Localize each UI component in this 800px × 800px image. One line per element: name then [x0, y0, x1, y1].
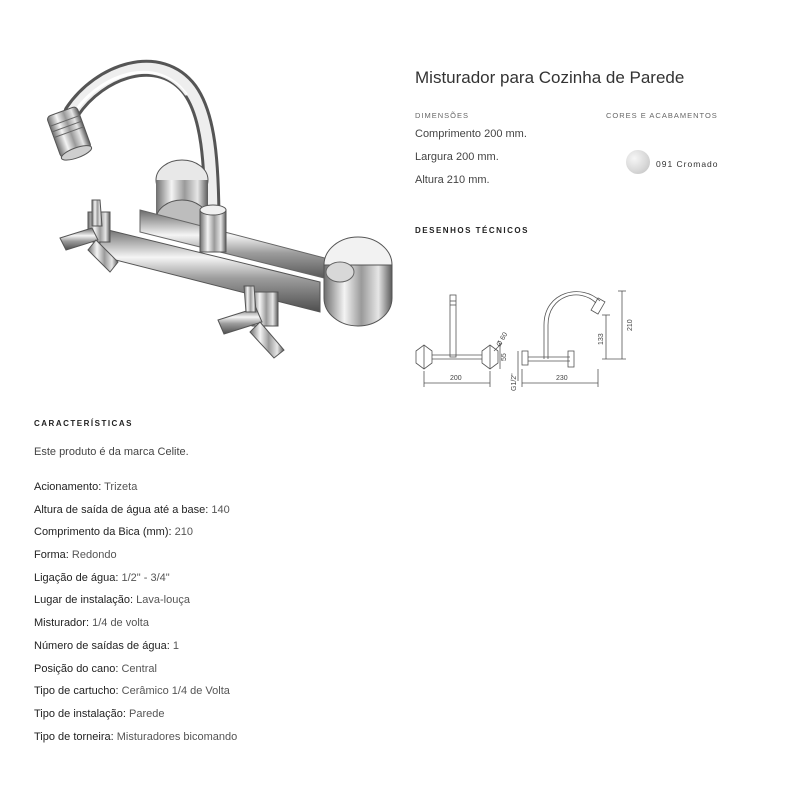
dimensions-list	[415, 128, 527, 197]
spec-row-forma: Forma: Redondo	[34, 549, 117, 562]
spec-row-tipo-cartucho: Tipo de cartucho: Cerâmico 1/4 de Volta	[34, 685, 230, 698]
dimension-length: Comprimento 200 mm.	[415, 128, 527, 140]
color-swatch-label: 091 Cromado	[656, 159, 719, 169]
drawing-label-200: 200	[450, 375, 462, 382]
technical-drawing[interactable]	[410, 285, 640, 400]
drawing-label-210: 210	[627, 319, 634, 331]
spec-row-numero-saidas: Número de saídas de água: 1	[34, 639, 179, 652]
drawing-label-133: 133	[598, 333, 605, 345]
spec-row-misturador: Misturador: 1/4 de volta	[34, 617, 149, 630]
specs-header: CARACTERÍSTICAS	[34, 419, 133, 428]
dimension-width: Largura 200 mm.	[415, 151, 499, 163]
drawing-label-thread: G1/2"	[511, 373, 518, 391]
product-image	[40, 50, 400, 380]
spec-row-tipo-torneira: Tipo de torneira: Misturadores bicomando	[34, 730, 238, 743]
drawing-label-55: 55	[501, 353, 508, 361]
spec-row-tipo-instalacao: Tipo de instalação: Parede	[34, 707, 165, 720]
brand-intro: Este produto é da marca Celite.	[34, 446, 189, 458]
spec-row-comprimento-bica: Comprimento da Bica (mm): 210	[34, 526, 193, 539]
spec-row-posicao-cano: Posição do cano: Central	[34, 662, 157, 675]
drawing-label-diameter: Ø 60	[495, 331, 510, 348]
colors-header: CORES E ACABAMENTOS	[606, 111, 718, 120]
spec-row-ligacao-agua: Ligação de água: 1/2" - 3/4"	[34, 571, 170, 584]
technical-drawings-header: DESENHOS TÉCNICOS	[415, 226, 529, 235]
drawing-label-230: 230	[556, 375, 568, 382]
specs-list	[34, 480, 237, 752]
spec-row-acionamento: Acionamento: Trizeta	[34, 481, 138, 493]
dimensions-header: DIMENSÕES	[415, 111, 470, 120]
spec-row-lugar-instalacao: Lugar de instalação: Lava-louça	[34, 594, 190, 607]
dimension-height: Altura 210 mm.	[415, 174, 490, 186]
product-title: Misturador para Cozinha de Parede	[415, 68, 685, 87]
spec-row-altura-saida: Altura de saída de água até a base: 140	[34, 503, 230, 516]
color-swatch-chrome[interactable]	[626, 150, 650, 174]
